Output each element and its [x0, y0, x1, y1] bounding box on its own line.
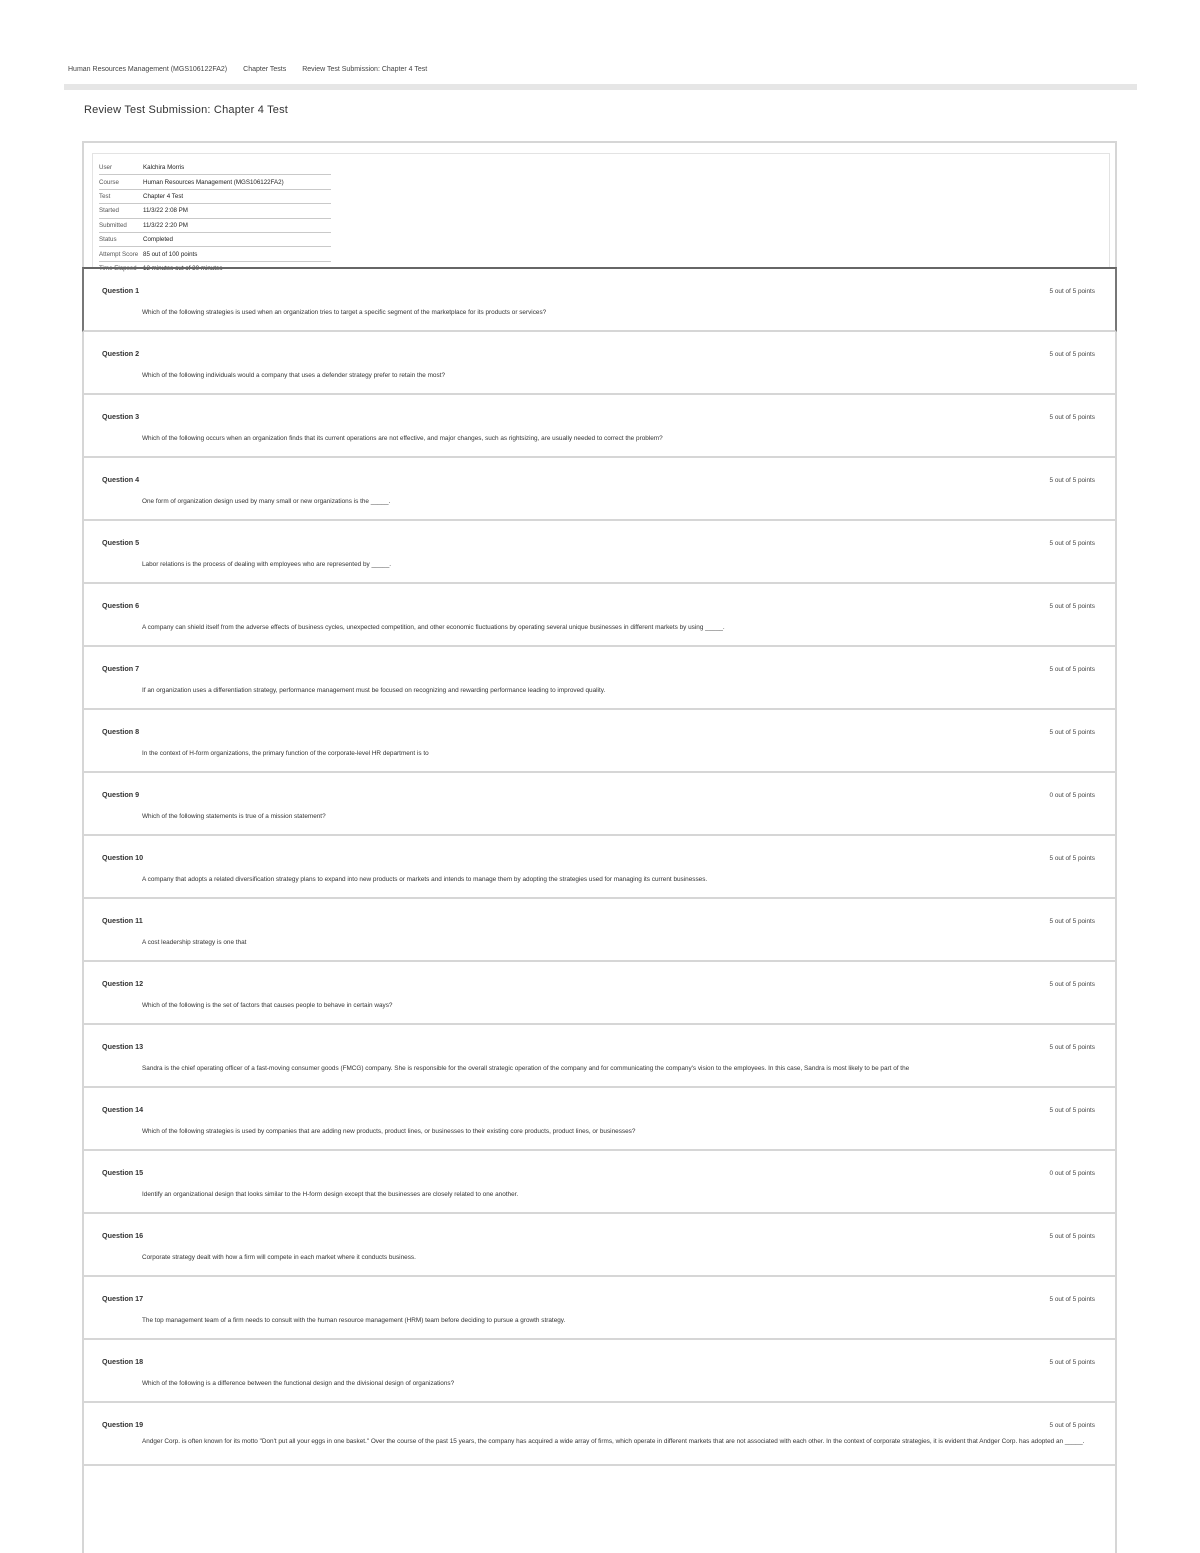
question-item[interactable]: [84, 773, 1115, 836]
question-item[interactable]: [84, 836, 1115, 899]
attempt-info-table: [99, 161, 331, 275]
question-item[interactable]: [84, 1340, 1115, 1403]
question-text: Which of the following occurs when an organization finds that its current operations are not effective, and major changes, such as rightsizing, are usually needed to correct the problem?: [142, 435, 663, 442]
question-score: 0 out of 5 points: [1049, 1170, 1095, 1177]
info-row: [99, 190, 331, 204]
question-item[interactable]: [84, 710, 1115, 773]
question-text: Andger Corp. is often known for its motto "Don't put all your eggs in one basket." Over the course of the past 15 years, the company has acquired a wide array of firms, which operate in different markets that are not associated with each other. In the context of corporate strategies, it is evident that Andger Corp. has adopted an _____.: [142, 1438, 1085, 1445]
question-item[interactable]: [84, 458, 1115, 521]
question-title: Question 14: [102, 1105, 144, 1114]
info-label: Test: [99, 192, 111, 200]
question-item[interactable]: [84, 1277, 1115, 1340]
breadcrumb-current: Review Test Submission: Chapter 4 Test: [302, 66, 428, 73]
info-label: Time Elapsed: [99, 264, 137, 272]
question-item[interactable]: [82, 264, 1117, 332]
question-score: 5 out of 5 points: [1049, 414, 1095, 421]
info-label: Started: [99, 207, 119, 215]
question-score: 5 out of 5 points: [1049, 1296, 1095, 1303]
question-title: Question 11: [102, 916, 143, 925]
question-text: Which of the following strategies is used by companies that are adding new products, product lines, or businesses to their existing core products, product lines, or businesses?: [142, 1128, 636, 1135]
question-item[interactable]: [84, 1214, 1115, 1277]
question-text: Identify an organizational design that looks similar to the H-form design except that the businesses are closely related to one another.: [142, 1191, 519, 1198]
submission-panel: [82, 141, 1117, 1553]
breadcrumb-chapter-tests-link[interactable]: Chapter Tests: [243, 66, 287, 73]
question-text: Which of the following strategies is used when an organization tries to target a specific segment of the marketplace for its products or services?: [142, 309, 547, 316]
question-item[interactable]: [84, 1025, 1115, 1088]
question-title: Question 2: [102, 349, 140, 358]
info-value: 12 minutes out of 30 minutes: [143, 264, 223, 272]
question-text: Labor relations is the process of dealing with employees who are represented by _____.: [142, 561, 392, 568]
question-item[interactable]: [84, 899, 1115, 962]
question-score: 0 out of 5 points: [1049, 792, 1095, 799]
question-title: Question 13: [102, 1042, 144, 1051]
info-label: Submitted: [99, 221, 127, 229]
question-item[interactable]: [84, 1151, 1115, 1214]
question-text: One form of organization design used by many small or new organizations is the _____.: [142, 498, 391, 505]
info-row: [99, 247, 331, 261]
info-label: Course: [99, 178, 119, 186]
question-text: Which of the following is a difference between the functional design and the divisional design of organizations?: [142, 1380, 455, 1387]
info-value: Completed: [143, 236, 173, 244]
info-row: [99, 219, 331, 233]
question-title: Question 19: [102, 1420, 144, 1429]
question-text: A company that adopts a related diversification strategy plans to expand into new products or markets and intends to manage them by adopting the strategies used for managing its current businesses.: [142, 876, 708, 883]
question-score: 5 out of 5 points: [1049, 477, 1095, 484]
question-title: Question 15: [102, 1168, 144, 1177]
breadcrumb: [68, 66, 427, 73]
question-text: Corporate strategy dealt with how a firm will compete in each market where it conducts business.: [142, 1254, 416, 1261]
info-value: 11/3/22 2:20 PM: [143, 221, 188, 229]
attempt-info-box: [92, 153, 1110, 272]
question-score: 5 out of 5 points: [1049, 666, 1095, 673]
question-score: 5 out of 5 points: [1049, 1044, 1095, 1051]
question-title: Question 12: [102, 979, 144, 988]
question-title: Question 8: [102, 727, 140, 736]
question-text: A cost leadership strategy is one that: [142, 939, 247, 946]
info-row: [99, 204, 331, 218]
question-title: Question 7: [102, 664, 140, 673]
info-label: User: [99, 164, 113, 172]
question-title: Question 18: [102, 1357, 144, 1366]
question-title: Question 5: [102, 538, 140, 547]
question-item[interactable]: [84, 647, 1115, 710]
question-text: Which of the following statements is true of a mission statement?: [142, 813, 326, 820]
question-title: Question 9: [102, 790, 140, 799]
question-score: 5 out of 5 points: [1049, 855, 1095, 862]
question-title: Question 6: [102, 601, 140, 610]
info-row: [99, 175, 331, 189]
question-title: Question 4: [102, 475, 140, 484]
question-score: 5 out of 5 points: [1049, 1107, 1095, 1114]
question-score: 5 out of 5 points: [1049, 729, 1095, 736]
info-row: [99, 233, 331, 247]
info-row: [99, 161, 331, 175]
question-item[interactable]: [84, 584, 1115, 647]
question-text: Sandra is the chief operating officer of a fast-moving consumer goods (FMCG) company. She is responsible for the overall strategic operation of the company and for communicating the company's vision to the employees. In this case, Sandra is most likely to be part of the: [142, 1065, 910, 1072]
question-text: In the context of H-form organizations, the primary function of the corporate-level HR department is to: [142, 750, 429, 757]
info-label: Attempt Score: [99, 250, 139, 258]
header-divider: [64, 84, 1137, 90]
question-title: Question 10: [102, 853, 144, 862]
info-value: Kalchira Morris: [143, 164, 185, 172]
question-item[interactable]: [84, 1403, 1115, 1466]
question-text: Which of the following is the set of factors that causes people to behave in certain ways?: [142, 1002, 393, 1009]
question-score: 5 out of 5 points: [1049, 351, 1095, 358]
question-title: Question 3: [102, 412, 140, 421]
question-item[interactable]: [84, 1088, 1115, 1151]
question-text: Which of the following individuals would a company that uses a defender strategy prefer to retain the most?: [142, 372, 446, 379]
question-title: Question 1: [102, 286, 140, 295]
question-list: [84, 264, 1115, 1466]
question-text: A company can shield itself from the adverse effects of business cycles, unexpected competition, and other economic fluctuations by operating several unique businesses in different markets by using _____.: [142, 624, 725, 631]
question-score: 5 out of 5 points: [1049, 981, 1095, 988]
question-score: 5 out of 5 points: [1049, 603, 1095, 610]
page-title: Review Test Submission: Chapter 4 Test: [84, 104, 289, 116]
info-value: 85 out of 100 points: [143, 250, 198, 258]
info-label: Status: [99, 236, 117, 244]
question-score: 5 out of 5 points: [1049, 1422, 1095, 1429]
breadcrumb-course-link[interactable]: Human Resources Management (MGS106122FA2): [68, 66, 228, 73]
question-score: 5 out of 5 points: [1049, 1359, 1095, 1366]
question-item[interactable]: [84, 962, 1115, 1025]
question-item[interactable]: [84, 395, 1115, 458]
question-score: 5 out of 5 points: [1049, 540, 1095, 547]
question-item[interactable]: [84, 521, 1115, 584]
question-text: The top management team of a firm needs to consult with the human resource management (HRM) team before deciding to pursue a growth strategy.: [142, 1317, 566, 1324]
info-value: Chapter 4 Test: [143, 192, 184, 200]
question-score: 5 out of 5 points: [1049, 918, 1095, 925]
info-value: 11/3/22 2:08 PM: [143, 207, 188, 215]
question-title: Question 16: [102, 1231, 144, 1240]
question-score: 5 out of 5 points: [1049, 288, 1095, 295]
question-score: 5 out of 5 points: [1049, 1233, 1095, 1240]
info-value: Human Resources Management (MGS106122FA2): [143, 178, 284, 186]
question-text: If an organization uses a differentiation strategy, performance management must be focused on recognizing and rewarding performance leading to improved quality.: [142, 687, 606, 694]
question-title: Question 17: [102, 1294, 144, 1303]
question-item[interactable]: [84, 332, 1115, 395]
